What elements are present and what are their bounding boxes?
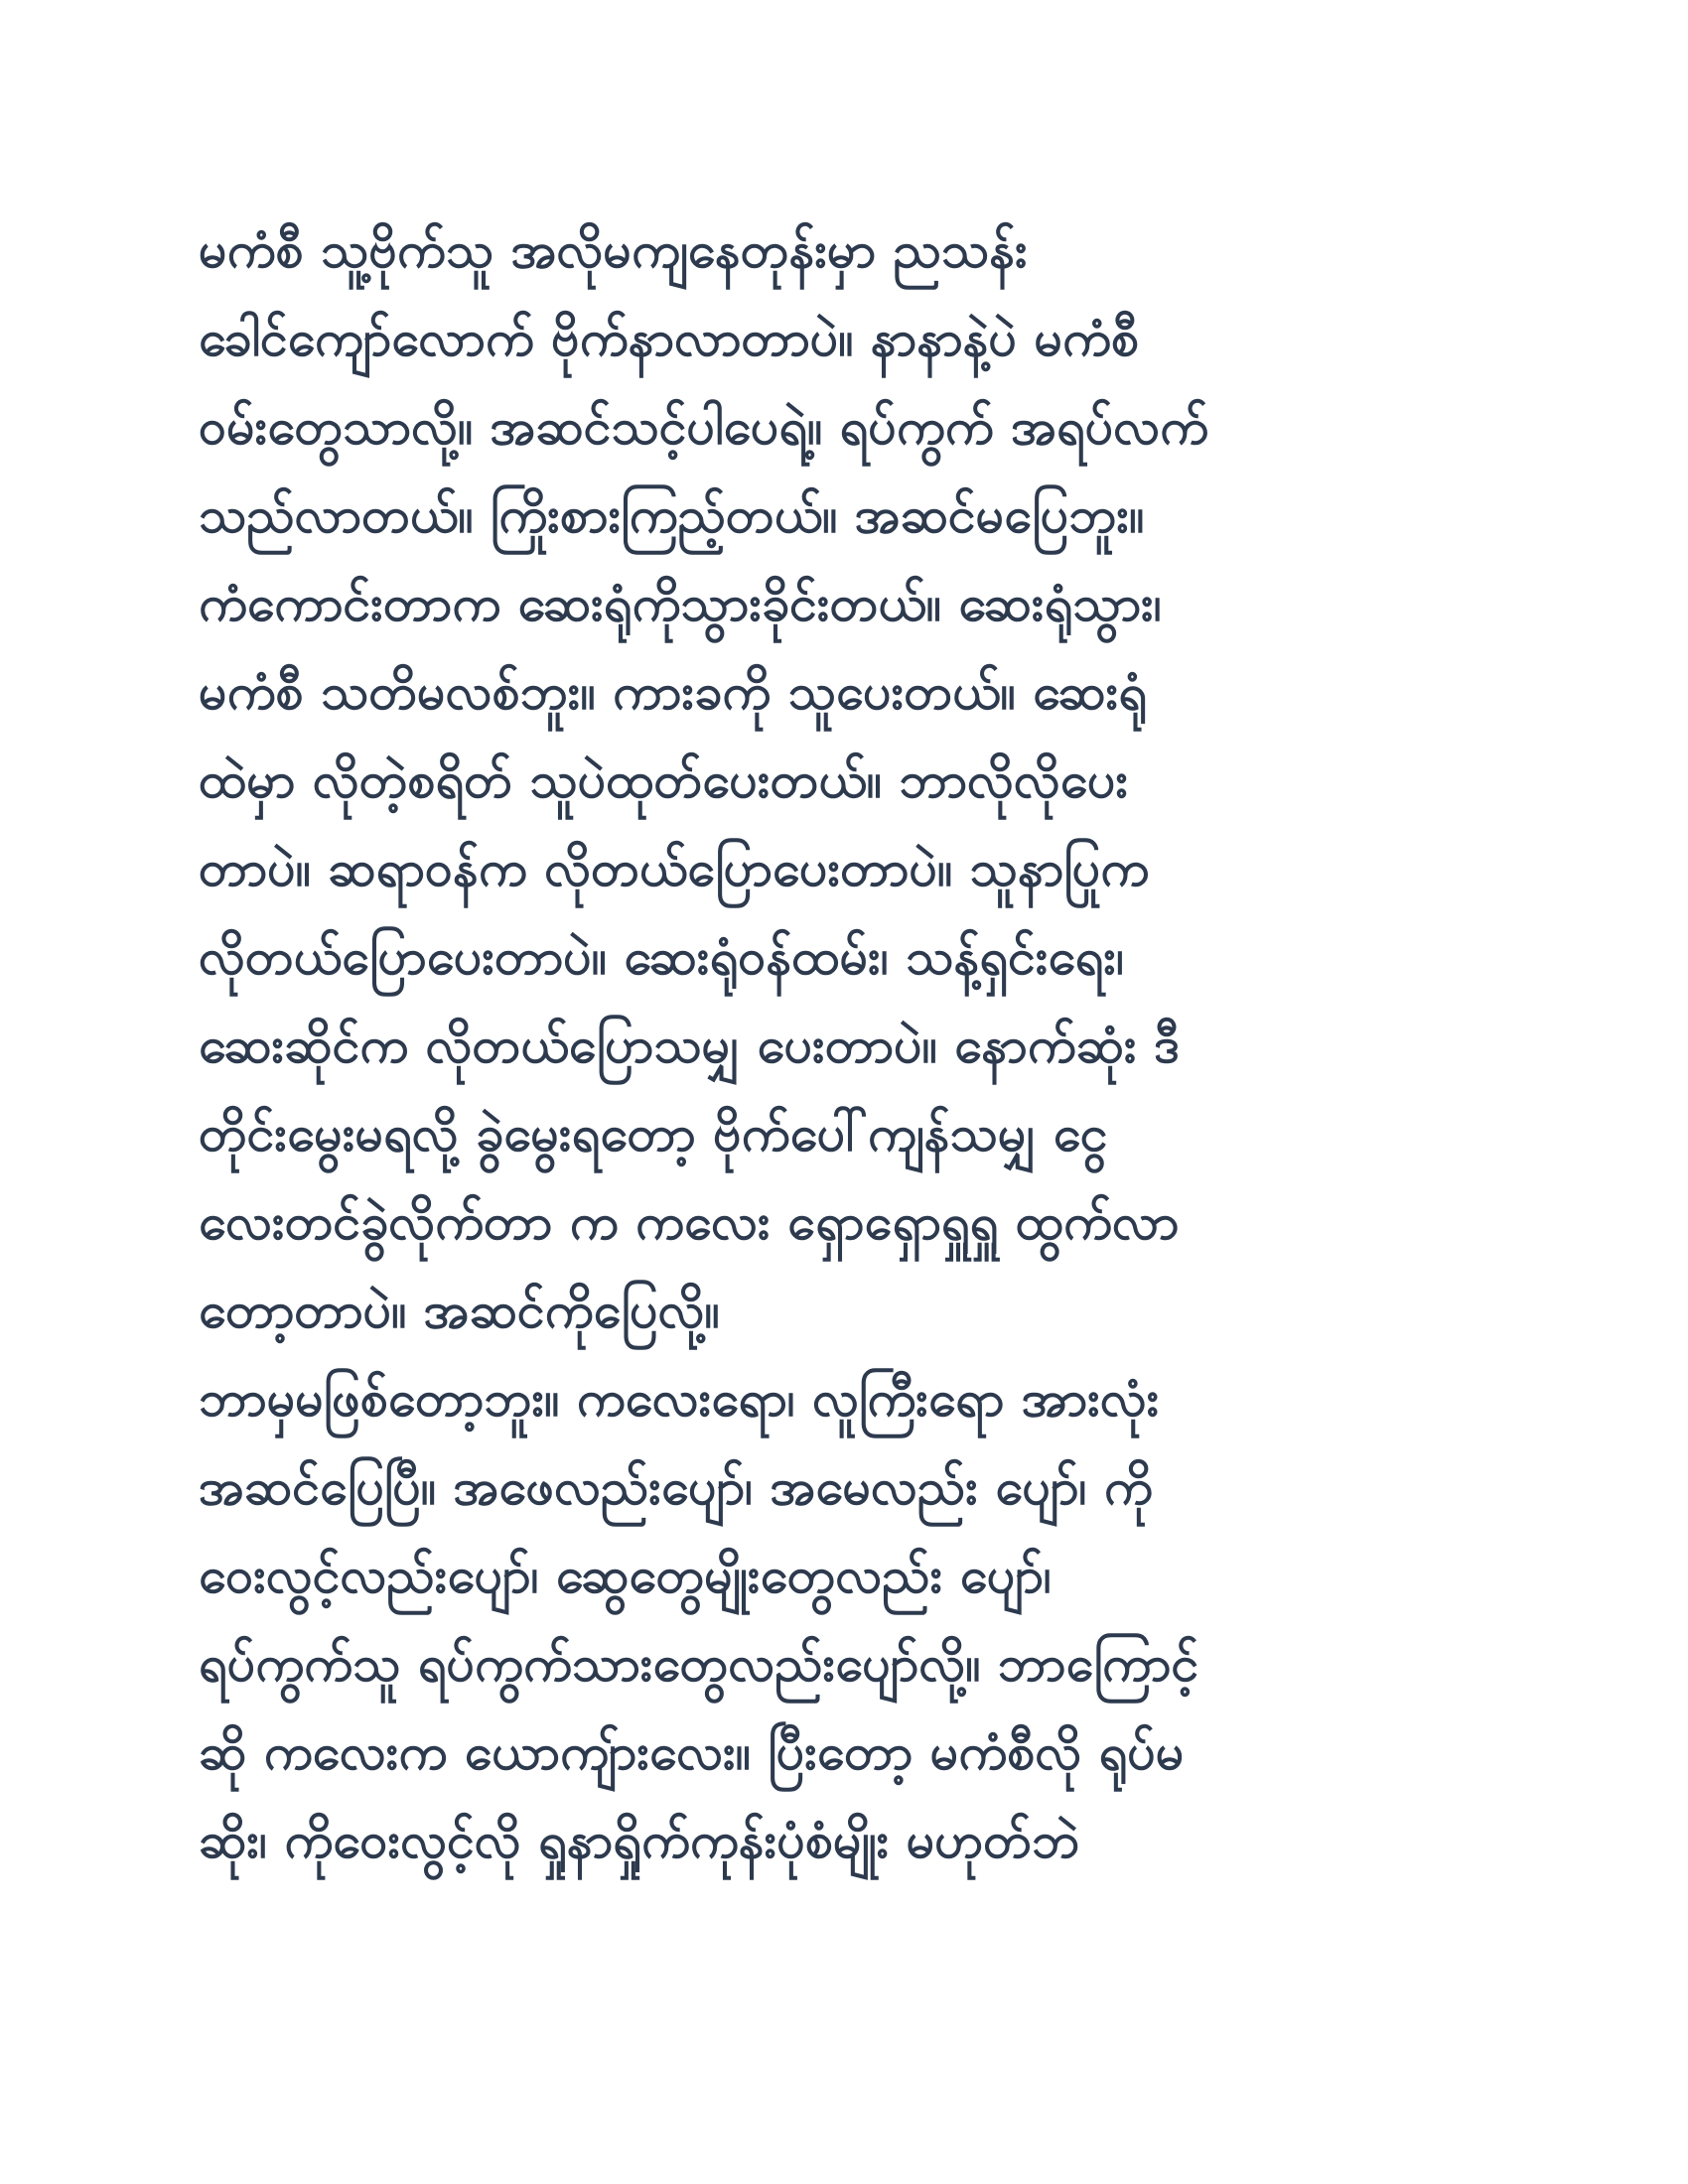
text-line: ရပ်ကွက်သူ ရပ်ကွက်သားတွေလည်းပျော်လို့။ ဘာကြောင့် [199, 1635, 1199, 1693]
text-line: တိုင်းမွေးမရလို့ ခွဲမွေးရတော့ ဗိုက်ပေါ်ကျန်သမျှ ငွေ [199, 1105, 1108, 1162]
text-line: တော့တာပဲ။ အဆင်ကိုပြေလို့။ [199, 1282, 720, 1339]
text-line: မကံစီ သူ့ဗိုက်သူ အလိုမကျနေတုန်းမှာ ညသန်း [199, 221, 1028, 279]
text-line: ဆို ကလေးက ယောကျ်ားလေး။ ပြီးတော့ မကံစီလို ရုပ်မ [199, 1723, 1185, 1781]
text-line: အဆင်ပြေပြီ။ အဖေလည်းပျော်၊ အမေလည်း ပျော်၊ ကို [199, 1458, 1153, 1516]
body-text [199, 206, 1509, 1885]
text-line: ဘာမှမဖြစ်တော့ဘူး။ ကလေးရော၊ လူကြီးရော အားလုံး [199, 1370, 1160, 1428]
text-line: ဝေးလွင့်လည်းပျော်၊ ဆွေတွေမျိုးတွေလည်း ပျော်၊ [199, 1547, 1052, 1604]
text-line: ထဲမှာ လိုတဲ့စရိတ် သူပဲထုတ်ပေးတယ်။ ဘာလိုလိုပေး [199, 751, 1129, 809]
text-line: လိုတယ်ပြောပေးတာပဲ။ ဆေးရုံဝန်ထမ်း၊ သန့်ရှင်းရေး၊ [199, 928, 1124, 986]
text-line: ကံကောင်းတာက ဆေးရုံကိုသွားခိုင်းတယ်။ ဆေးရုံသွား၊ [199, 575, 1162, 632]
text-line: ဆိုး၊ ကိုဝေးလွင့်လို ရှုနာရှိုက်ကုန်းပုံစံမျိုး မဟုတ်ဘဲ [199, 1812, 1080, 1869]
text-line: ဝမ်းတွေသာလို့။ အဆင်သင့်ပါပေရဲ့။ ရပ်ကွက် အရပ်လက် [199, 398, 1209, 456]
text-line: သည်လာတယ်။ ကြိုးစားကြည့်တယ်။ အဆင်မပြေဘူး။ [199, 486, 1145, 544]
text-line: လေးတင်ခွဲလိုက်တာ က ကလေး ရှောရှောရှူရှူ ထွက်လာ [199, 1193, 1180, 1251]
text-line: တာပဲ။ ဆရာဝန်က လိုတယ်ပြောပေးတာပဲ။ သူနာပြုက [199, 840, 1150, 897]
text-line: ဆေးဆိုင်က လိုတယ်ပြောသမျှ ပေးတာပဲ။ နောက်ဆုံး ဒီ [199, 1017, 1181, 1074]
text-line: မကံစီ သတိမလစ်ဘူး။ ကားခကို သူပေးတယ်။ ဆေးရုံ [199, 663, 1148, 721]
text-line: ခေါင်ကျော်လောက် ဗိုက်နာလာတာပဲ။ နာနာနဲ့ပဲ မကံစီ [199, 310, 1140, 367]
